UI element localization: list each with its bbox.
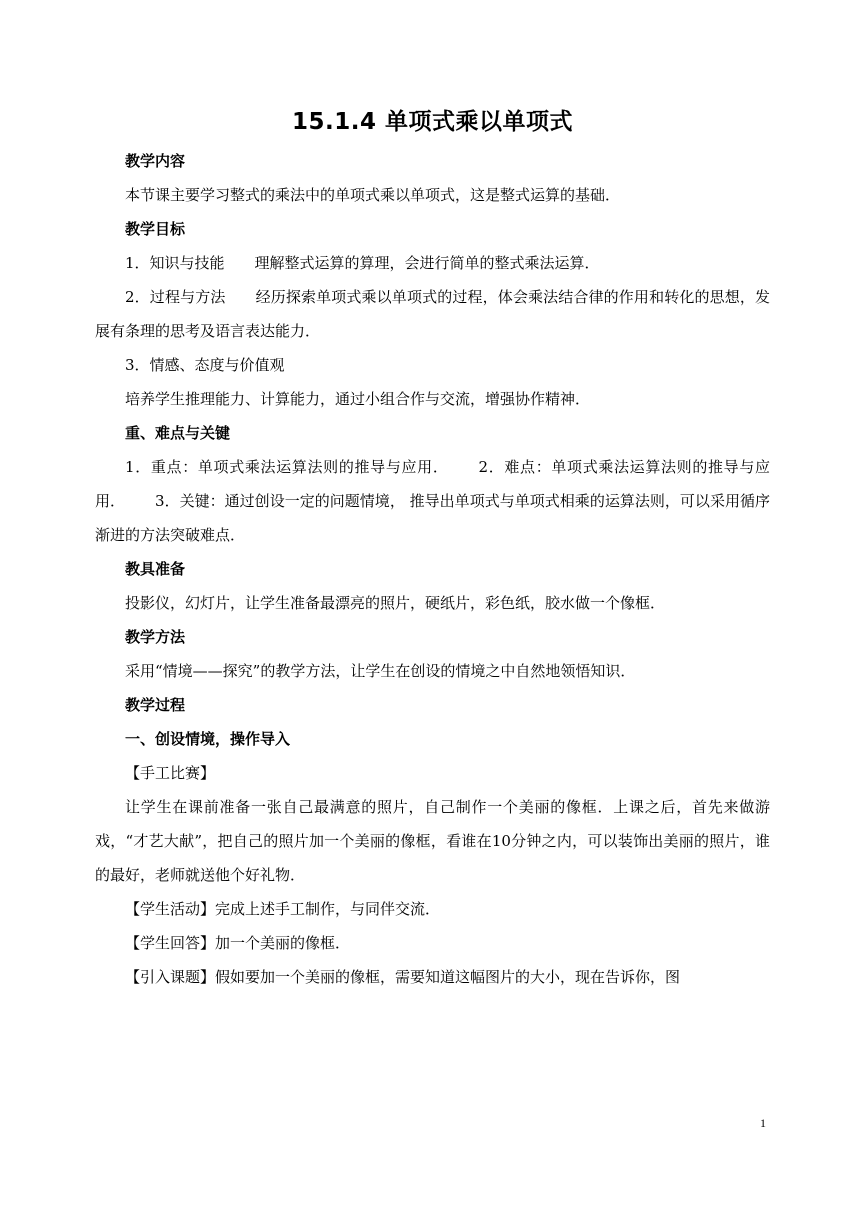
goal-1-text: 理解整式运算的算理，会进行简单的整式乘法运算． — [254, 254, 600, 272]
answer-text: 加一个美丽的像框． — [215, 934, 351, 952]
page-content — [95, 104, 770, 994]
section-heading-content: 教学内容 — [125, 152, 186, 170]
section-heading-method: 教学方法 — [125, 628, 186, 646]
paragraph-goal-2 — [95, 280, 770, 348]
key-point-1: 1．重点：单项式乘法运算法则的推导与应用． — [125, 458, 449, 476]
paragraph-goal-3-label: 3．情感、态度与价值观 — [125, 356, 285, 374]
paragraph-content: 本节课主要学习整式的乘法中的单项式乘以单项式，这是整式运算的基础． — [125, 186, 621, 204]
paragraph-key-points — [95, 450, 770, 552]
paragraph-goal-3-text: 培养学生推理能力、计算能力，通过小组合作与交流，增强协作精神． — [125, 390, 591, 408]
intro-text: 假如要加一个美丽的像框，需要知道这幅图片的大小，现在告诉你，图 — [215, 968, 681, 986]
goal-1-label: 1．知识与技能 — [125, 254, 225, 272]
section-heading-tools: 教具准备 — [125, 560, 186, 578]
section-heading-step-1: 一、创设情境，操作导入 — [125, 730, 291, 748]
section-heading-process: 教学过程 — [125, 696, 186, 714]
paragraph-tools: 投影仪，幻灯片，让学生准备最漂亮的照片，硬纸片，彩色纸，胶水做一个像框． — [125, 594, 666, 612]
paragraph-method: 采用“情境——探究”的教学方法，让学生在创设的情境之中自然地领悟知识． — [125, 662, 636, 680]
section-heading-goals: 教学目标 — [125, 220, 186, 238]
key-point-3: 3．关键：通过创设一定的问题情境， — [155, 492, 405, 510]
paragraph-activity — [95, 892, 770, 926]
goal-2-label: 2．过程与方法 — [125, 288, 226, 306]
key-point-2: 2．难点：单项式乘法运算法则的推导与应用． — [95, 458, 771, 510]
paragraph-intro — [95, 960, 770, 994]
goal-2-text: 经历探索单项式乘以单项式的过程，体会乘法结合律的作用和转化的思想，发展有条理的思考及语言表达能力． — [95, 288, 770, 340]
activity-label: 【学生活动】 — [125, 900, 216, 918]
page-number: 1 — [760, 1116, 766, 1130]
paragraph-contest: 让学生在课前准备一张自己最满意的照片，自己制作一个美丽的像框．上课之后，首先来做游戏，“才艺大献”，把自己的照片加一个美丽的像框，看谁在10分钟之内，可以装饰出美丽的照片，谁的最好，老师就送他个好礼物． — [95, 798, 770, 884]
paragraph-contest-label: 【手工比赛】 — [125, 764, 216, 782]
answer-label: 【学生回答】 — [125, 934, 216, 952]
page-title: 15.1.4 单项式乘以单项式 — [292, 109, 573, 135]
activity-text: 完成上述手工制作，与同伴交流． — [215, 900, 441, 918]
intro-label: 【引入课题】 — [125, 968, 216, 986]
paragraph-answer — [95, 926, 770, 960]
section-heading-key-points: 重、难点与关键 — [125, 424, 231, 442]
key-point-3-continued: 推导出单项式与单项式相乘的运算法则，可以采用循序渐进的方法突破难点． — [95, 492, 770, 544]
paragraph-goal-1 — [95, 246, 770, 280]
